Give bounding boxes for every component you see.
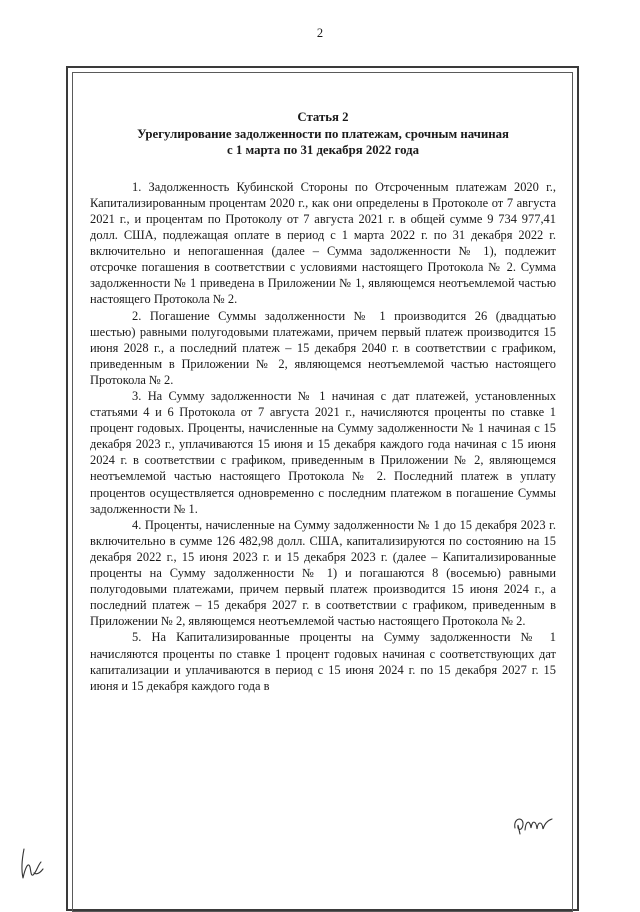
document-body	[90, 109, 556, 694]
paragraph-5: 5. На Капитализированные проценты на Сумму задолженности № 1 начисляются проценты по ставке 1 процент годовых начиная с соответствующих дат капитализации и уплачиваются в период с 15 июня 2024 г. по 15 декабря 2027 г. 15 июня и 15 декабря каждого года в	[90, 630, 556, 693]
article-number: Статья 2	[297, 110, 349, 124]
article-title-line-2: с 1 марта по 31 декабря 2022 года	[226, 143, 419, 158]
paragraph-2: 2. Погашение Суммы задолженности № 1 производится 26 (двадцатью шестью) равными полугодовыми платежами, причем первый платеж производится 15 июня 2028 г., а последний платеж – 15 декабря 2040 г. в соответствии с графиком, приведенным в Приложении № 2, являющемся неотъемлемой частью настоящего Протокола № 2.	[90, 308, 556, 387]
article-heading	[90, 109, 556, 159]
paragraph-1: 1. Задолженность Кубинской Стороны по Отсроченным платежам 2020 г., Капитализированным процентам 2020 г., как они определены в Протоколе от 7 августа 2021 г., и процентам по Протоколу от 7 августа 2021 г. в общей сумме 9 734 977,41 долл. США, подлежащая оплате в период с 1 марта 2022 г. по 31 декабря 2022 г. включительно и непогашенная (далее – Сумма задолженности № 1), подлежит отсрочке погашения в соответствии с условиями настоящего Протокола № 2. Сумма задолженности № 1 приведена в Приложении № 1, являющемся неотъемлемой частью настоящего Протокола № 2.	[90, 179, 556, 307]
handwritten-signature-mark	[16, 845, 46, 881]
paragraph-3: 3. На Сумму задолженности № 1 начиная с дат платежей, установленных статьями 4 и 6 Протокола от 7 августа 2021 г., начисляются проценты по ставке 1 процент годовых. Проценты, начисленные на Сумму задолженности № 1 начиная с 15 декабря 2023 г., уплачиваются 15 июня и 15 декабря каждого года начиная с 15 июня 2024 г. в соответствии с графиком, приведенным в Приложении № 2, являющемся неотъемлемой частью настоящего Протокола № 2. Последний платеж в уплату процентов осуществляется одновременно с последним платежом в погашение Суммы задолженности № 1.	[90, 389, 556, 516]
paragraph-4: 4. Проценты, начисленные на Сумму задолженности № 1 до 15 декабря 2023 г. включительно в сумме 126 482,98 долл. США, капитализируются по состоянию на 15 декабря 2022 г., 15 июня 2023 г. и 15 декабря 2023 г. (далее – Капитализированные проценты на Сумму задолженности № 1) и погашаются 8 (восемью) равными полугодовыми платежами, причем первый платеж производится 15 июня 2024 г., а последний платеж – 15 декабря 2027 г. в соответствии с графиком, приведенным в Приложении № 2, являющемся неотъемлемой частью настоящего Протокола № 2.	[90, 517, 556, 629]
article-title-line-1: Урегулирование задолженности по платежам, срочным начиная	[137, 126, 509, 141]
handwritten-initials	[511, 812, 555, 836]
page-number: 2	[316, 26, 324, 40]
